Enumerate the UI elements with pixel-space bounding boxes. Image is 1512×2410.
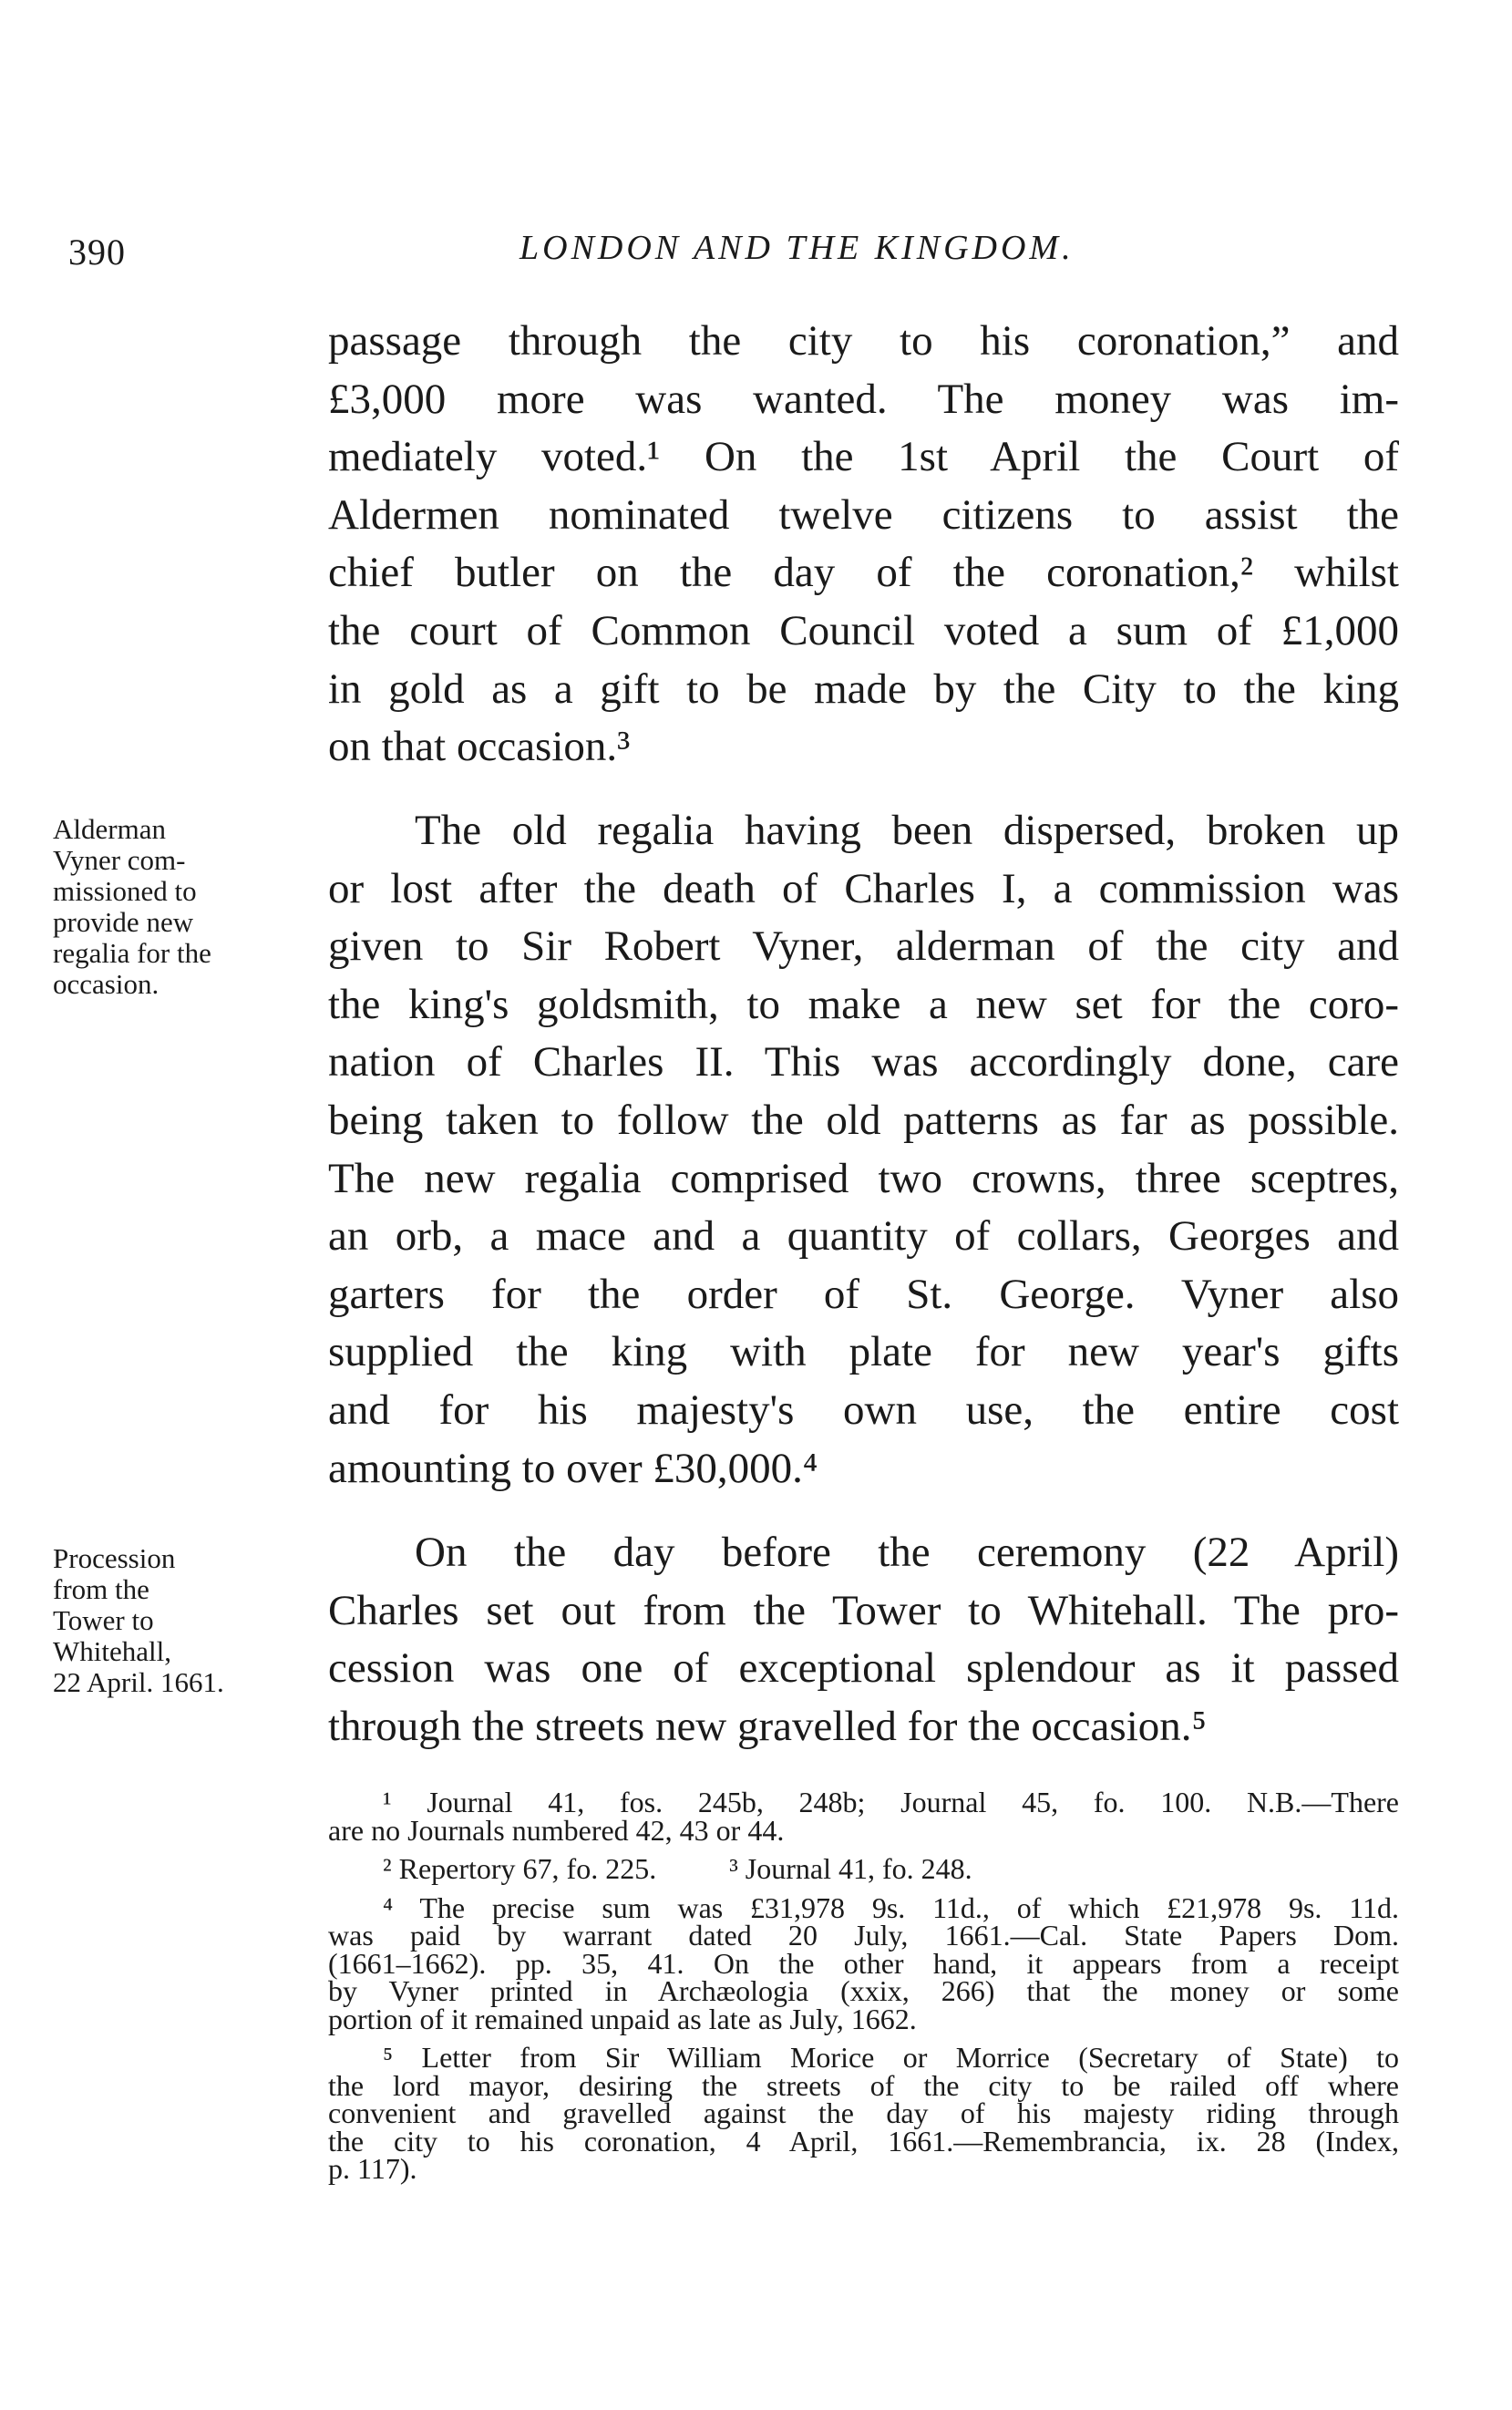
footnote-2: ² Repertory 67, fo. 225. xyxy=(383,1852,657,1885)
margin-line: provide new xyxy=(53,906,194,938)
margin-line: Procession xyxy=(53,1542,176,1574)
text-line: chief butler on the day of the coronation,² whilst xyxy=(328,549,1399,597)
running-title: LONDON AND THE KINGDOM. xyxy=(519,229,1075,267)
text-line: an orb, a mace and a quantity of collars, Georges and xyxy=(328,1212,1399,1261)
footnote-line: by Vyner printed in Archæologia (xxix, 266) that the money or some xyxy=(328,1974,1399,2007)
text-line: through the streets new gravelled for the occasion.⁵ xyxy=(328,1702,1207,1750)
margin-line: Whitehall, xyxy=(53,1635,171,1667)
text-line: the court of Common Council voted a sum of £1,000 xyxy=(328,606,1399,654)
footnote-1 xyxy=(328,1786,1399,1847)
margin-line: regalia for the xyxy=(53,937,211,969)
paragraph-coronation-passage xyxy=(328,313,1399,777)
text-line: The new regalia comprised two crowns, three sceptres, xyxy=(328,1154,1399,1202)
footnote-line: the city to his coronation, 4 April, 1661.—Remembrancia, ix. 28 (Index, xyxy=(328,2124,1399,2158)
footnote-4 xyxy=(328,1890,1399,2035)
text-line: supplied the king with plate for new year's gifts xyxy=(328,1328,1399,1376)
text-line: given to Sir Robert Vyner, alderman of the city and xyxy=(328,922,1399,971)
footnotes xyxy=(328,1788,1399,2194)
footnote-line: ⁵ Letter from Sir William Morice or Morrice (Secretary of State) to xyxy=(383,2041,1399,2074)
text-line: Aldermen nominated twelve citizens to assist the xyxy=(328,490,1399,539)
footnote-line: are no Journals numbered 42, 43 or 44. xyxy=(328,1813,785,1847)
text-line: or lost after the death of Charles I, a commission was xyxy=(328,864,1399,912)
paragraph-regalia xyxy=(328,802,1399,1498)
footnote-line: was paid by warrant dated 20 July, 1661.—Cal. State Papers Dom. xyxy=(328,1919,1399,1952)
text-line: Charles set out from the Tower to Whitehall. The pro- xyxy=(328,1586,1399,1634)
text-line: The old regalia having been dispersed, broken up xyxy=(415,807,1399,854)
footnote-3: ³ Journal 41, fo. 248. xyxy=(729,1852,972,1885)
paragraph-procession xyxy=(328,1524,1399,1756)
footnote-2-3-row xyxy=(328,1852,1399,1885)
footnote-line: (1661–1662). pp. 35, 41. On the other hand, it appears from a receipt xyxy=(328,1946,1399,1980)
margin-line: Tower to xyxy=(53,1604,154,1636)
margin-line: occasion. xyxy=(53,968,159,1000)
text-line: in gold as a gift to be made by the City to the king xyxy=(328,664,1399,713)
footnote-line: the lord mayor, desiring the streets of the city to be railed off where xyxy=(328,2068,1399,2102)
margin-line: missioned to xyxy=(53,875,197,907)
text-line: garters for the order of St. George. Vyner also xyxy=(328,1270,1399,1318)
footnote-line: portion of it remained unpaid as late as July, 1662. xyxy=(328,2002,917,2035)
text-line: £3,000 more was wanted. The money was im- xyxy=(328,375,1399,423)
marginal-note-procession xyxy=(53,1543,317,1698)
page-number: 390 xyxy=(68,232,126,273)
margin-line: Alderman xyxy=(53,813,166,845)
footnote-line: ¹ Journal 41, fos. 245b, 248b; Journal 45, fo. 100. N.B.—There xyxy=(383,1786,1399,1818)
footnote-line: convenient and gravelled against the day of his majesty riding through xyxy=(328,2096,1399,2129)
margin-line: 22 April. 1661. xyxy=(53,1666,224,1698)
footnote-5 xyxy=(328,2041,1399,2185)
text-line: and for his majesty's own use, the entire cost xyxy=(328,1385,1399,1434)
text-line: amounting to over £30,000.⁴ xyxy=(328,1444,818,1492)
text-line: nation of Charles II. This was accordingly done, care xyxy=(328,1038,1399,1087)
footnote-line: ⁴ The precise sum was £31,978 9s. 11d., of which £21,978 9s. 11d. xyxy=(383,1890,1399,1924)
text-line: mediately voted.¹ On the 1st April the Court of xyxy=(328,433,1399,481)
footnote-line: p. 117). xyxy=(328,2152,417,2185)
text-line: passage through the city to his coronation,” and xyxy=(328,317,1399,365)
margin-line: from the xyxy=(53,1573,149,1605)
marginal-note-vyner xyxy=(53,814,317,1000)
text-line: being taken to follow the old patterns as far as possible. xyxy=(328,1096,1399,1144)
text-line: the king's goldsmith, to make a new set for the coro- xyxy=(328,980,1399,1028)
text-line: on that occasion.³ xyxy=(328,723,631,771)
text-line: cession was one of exceptional splendour as it passed xyxy=(328,1644,1399,1693)
margin-line: Vyner com- xyxy=(53,844,186,876)
text-line: On the day before the ceremony (22 April) xyxy=(415,1529,1399,1576)
